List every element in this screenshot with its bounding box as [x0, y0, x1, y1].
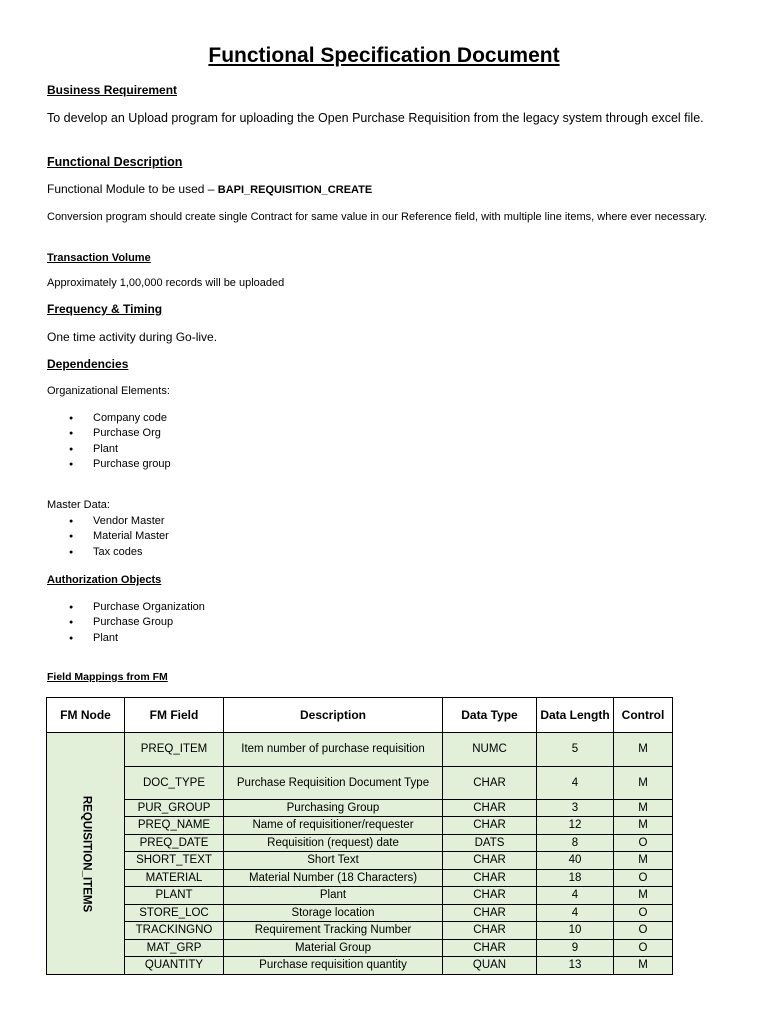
- description-cell: Storage location: [224, 905, 443, 922]
- fm-field-cell: MATERIAL: [125, 870, 224, 887]
- control-cell: M: [614, 800, 673, 817]
- fm-field-cell: PREQ_NAME: [125, 817, 224, 835]
- data-type-cell: CHAR: [443, 800, 537, 817]
- list-item: ● Purchase Organization: [47, 600, 205, 615]
- data-type-cell: CHAR: [443, 767, 537, 800]
- control-cell: M: [614, 852, 673, 870]
- business-requirement-text: To develop an Upload program for uploading the Open Purchase Requisition from the legacy system through excel file.: [47, 111, 704, 125]
- control-cell: M: [614, 733, 673, 767]
- module-label: Functional Module to be used –: [47, 182, 218, 196]
- description-cell: Name of requisitioner/requester: [224, 817, 443, 835]
- control-cell: M: [614, 817, 673, 835]
- data-length-cell: 40: [537, 852, 614, 870]
- data-type-cell: CHAR: [443, 940, 537, 957]
- description-cell: Short Text: [224, 852, 443, 870]
- data-length-cell: 13: [537, 957, 614, 975]
- fm-field-cell: DOC_TYPE: [125, 767, 224, 800]
- control-cell: O: [614, 940, 673, 957]
- table-row: [47, 852, 673, 870]
- data-type-cell: CHAR: [443, 852, 537, 870]
- column-header: Data Length: [537, 698, 614, 733]
- fm-field-cell: SHORT_TEXT: [125, 852, 224, 870]
- control-cell: O: [614, 870, 673, 887]
- data-length-cell: 4: [537, 905, 614, 922]
- org-elements-label: Organizational Elements:: [47, 385, 170, 397]
- field-mappings-heading: Field Mappings from FM: [47, 671, 168, 683]
- business-requirement-heading: Business Requirement: [47, 83, 178, 97]
- control-cell: O: [614, 922, 673, 940]
- data-length-cell: 5: [537, 733, 614, 767]
- table-row: [47, 887, 673, 905]
- frequency-text: One time activity during Go-live.: [47, 330, 218, 344]
- data-type-cell: CHAR: [443, 905, 537, 922]
- frequency-heading: Frequency & Timing: [47, 302, 163, 316]
- column-header: Data Type: [443, 698, 537, 733]
- control-cell: O: [614, 835, 673, 852]
- data-length-cell: 9: [537, 940, 614, 957]
- list-item: ● Tax codes: [47, 545, 169, 560]
- data-length-cell: 4: [537, 887, 614, 905]
- fm-field-cell: PREQ_DATE: [125, 835, 224, 852]
- description-cell: Purchase requisition quantity: [224, 957, 443, 975]
- description-cell: Plant: [224, 887, 443, 905]
- fm-field-cell: STORE_LOC: [125, 905, 224, 922]
- table-row: [47, 870, 673, 887]
- data-length-cell: 3: [537, 800, 614, 817]
- master-data-list: [47, 514, 169, 560]
- table-row: [47, 940, 673, 957]
- dependencies-heading: Dependencies: [47, 357, 129, 371]
- column-header: Control: [614, 698, 673, 733]
- list-item: ● Material Master: [47, 529, 169, 544]
- fm-node-cell: [47, 733, 125, 975]
- fm-field-cell: PREQ_ITEM: [125, 733, 224, 767]
- description-cell: Purchase Requisition Document Type: [224, 767, 443, 800]
- list-item: ● Purchase group: [47, 457, 171, 472]
- list-item: ● Purchase Group: [47, 615, 205, 630]
- description-cell: Material Group: [224, 940, 443, 957]
- control-cell: M: [614, 767, 673, 800]
- master-data-label: Master Data:: [47, 499, 110, 511]
- data-type-cell: CHAR: [443, 870, 537, 887]
- data-type-cell: DATS: [443, 835, 537, 852]
- column-header: Description: [224, 698, 443, 733]
- data-length-cell: 4: [537, 767, 614, 800]
- transaction-volume-text: Approximately 1,00,000 records will be uploaded: [47, 277, 285, 289]
- table-row: [47, 800, 673, 817]
- description-cell: Material Number (18 Characters): [224, 870, 443, 887]
- data-type-cell: CHAR: [443, 887, 537, 905]
- data-type-cell: NUMC: [443, 733, 537, 767]
- table-header-row: [47, 698, 673, 733]
- column-header: FM Node: [47, 698, 125, 733]
- data-length-cell: 12: [537, 817, 614, 835]
- table-row: [47, 957, 673, 975]
- fm-field-cell: PLANT: [125, 887, 224, 905]
- column-header: FM Field: [125, 698, 224, 733]
- data-length-cell: 8: [537, 835, 614, 852]
- data-type-cell: QUAN: [443, 957, 537, 975]
- org-elements-list: [47, 411, 171, 472]
- fm-field-cell: QUANTITY: [125, 957, 224, 975]
- transaction-volume-heading: Transaction Volume: [47, 252, 151, 264]
- description-cell: Item number of purchase requisition: [224, 733, 443, 767]
- functional-module-line: [47, 182, 372, 196]
- list-item: ● Plant: [47, 631, 205, 646]
- table-row: [47, 733, 673, 767]
- fm-field-cell: PUR_GROUP: [125, 800, 224, 817]
- description-cell: Purchasing Group: [224, 800, 443, 817]
- fm-field-cell: MAT_GRP: [125, 940, 224, 957]
- description-cell: Requisition (request) date: [224, 835, 443, 852]
- list-item: ● Company code: [47, 411, 171, 426]
- control-cell: M: [614, 887, 673, 905]
- table-body: [47, 733, 673, 975]
- table-row: [47, 817, 673, 835]
- data-length-cell: 18: [537, 870, 614, 887]
- table-row: [47, 767, 673, 800]
- data-length-cell: 10: [537, 922, 614, 940]
- fm-node-label: REQUISITION_ITEMS: [80, 795, 92, 912]
- list-item: ● Plant: [47, 442, 171, 457]
- document-title: Functional Specification Document: [208, 44, 560, 67]
- table-row: [47, 835, 673, 852]
- authorization-list: [47, 600, 205, 646]
- table-row: [47, 905, 673, 922]
- functional-description-text: Conversion program should create single Contract for same value in our Reference field, with multiple line items, where ever necessary.: [47, 211, 708, 223]
- control-cell: M: [614, 957, 673, 975]
- functional-description-heading: Functional Description: [47, 155, 183, 169]
- data-type-cell: CHAR: [443, 922, 537, 940]
- list-item: ● Vendor Master: [47, 514, 169, 529]
- field-mappings-table: [46, 697, 673, 975]
- control-cell: O: [614, 905, 673, 922]
- description-cell: Requirement Tracking Number: [224, 922, 443, 940]
- data-type-cell: CHAR: [443, 817, 537, 835]
- module-name: BAPI_REQUISITION_CREATE: [217, 184, 373, 196]
- list-item: ● Purchase Org: [47, 426, 171, 441]
- authorization-heading: Authorization Objects: [47, 574, 162, 586]
- fm-field-cell: TRACKINGNO: [125, 922, 224, 940]
- table-row: [47, 922, 673, 940]
